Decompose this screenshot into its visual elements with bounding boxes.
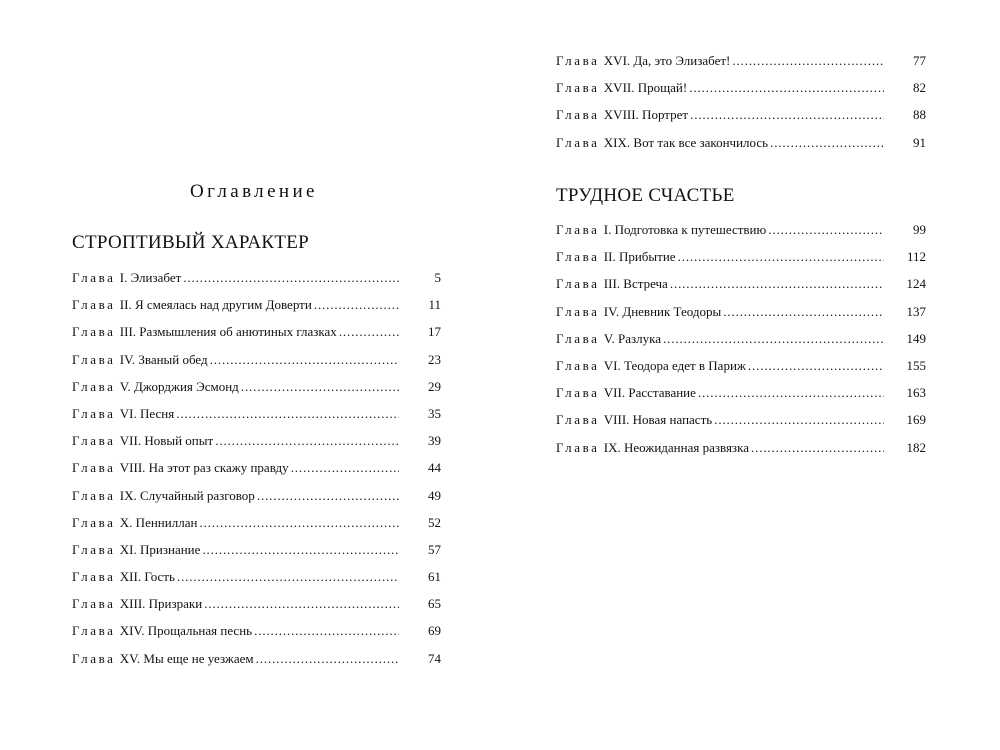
toc-entry bbox=[556, 406, 926, 433]
toc-entry-text bbox=[72, 482, 399, 509]
toc-entry-text bbox=[556, 298, 884, 325]
page-number: 52 bbox=[428, 514, 441, 530]
page-number: 29 bbox=[428, 378, 441, 394]
chapter-title: VII. Новый опыт bbox=[119, 433, 214, 449]
chapter-word: Глава bbox=[556, 80, 600, 96]
chapter-title: IV. Дневник Теодоры bbox=[603, 303, 722, 319]
toc-entry-text bbox=[556, 216, 884, 243]
chapter-word: Глава bbox=[556, 134, 600, 150]
chapter-word: Глава bbox=[556, 357, 600, 373]
toc-entry bbox=[556, 434, 926, 461]
toc-heading: Оглавление bbox=[190, 181, 318, 202]
toc-entry bbox=[556, 216, 926, 243]
toc-entry bbox=[556, 298, 926, 325]
page-number: 91 bbox=[913, 134, 926, 150]
toc-entry bbox=[72, 427, 441, 454]
chapter-word: Глава bbox=[72, 270, 116, 285]
chapter-title: II. Прибытие bbox=[603, 249, 676, 265]
chapter-word: Глава bbox=[72, 541, 116, 557]
toc-entry-text bbox=[72, 454, 399, 481]
toc-entry bbox=[72, 645, 441, 672]
toc-entry-text bbox=[556, 379, 884, 406]
toc-list-part-two bbox=[556, 216, 926, 461]
toc-entry bbox=[72, 373, 441, 400]
toc-entry-text bbox=[72, 291, 399, 318]
page-number: 61 bbox=[428, 569, 441, 585]
page-number: 57 bbox=[428, 541, 441, 557]
chapter-title: XIX. Вот так все закончилось bbox=[603, 134, 769, 150]
chapter-title: II. Я смеялась над другим Доверти bbox=[119, 297, 312, 313]
chapter-title: IV. Званый обед bbox=[119, 351, 208, 367]
toc-entry-text bbox=[72, 617, 399, 644]
toc-entry bbox=[556, 270, 926, 297]
chapter-title: XVII. Прощай! bbox=[603, 80, 688, 96]
page-number: 137 bbox=[906, 303, 926, 319]
chapter-word: Глава bbox=[72, 514, 116, 530]
chapter-word: Глава bbox=[72, 405, 116, 421]
page-number: 77 bbox=[913, 53, 926, 68]
page-number: 39 bbox=[428, 433, 441, 449]
chapter-word: Глава bbox=[556, 330, 600, 346]
chapter-word: Глава bbox=[556, 107, 600, 123]
toc-entry bbox=[556, 129, 926, 156]
page-number: 149 bbox=[906, 330, 926, 346]
toc-entry bbox=[556, 101, 926, 128]
chapter-word: Глава bbox=[72, 569, 116, 585]
chapter-title: XVIII. Портрет bbox=[603, 107, 689, 123]
chapter-word: Глава bbox=[556, 276, 600, 292]
toc-entry-text bbox=[556, 406, 884, 433]
section-title-stroptivyy-kharakter: СТРОПТИВЫЙ ХАРАКТЕР bbox=[72, 232, 310, 253]
chapter-word: Глава bbox=[556, 303, 600, 319]
chapter-title: V. Разлука bbox=[603, 330, 662, 346]
toc-entry bbox=[556, 74, 926, 101]
chapter-title: V. Джорджия Эсмонд bbox=[119, 378, 239, 394]
toc-entry-text bbox=[556, 101, 884, 128]
chapter-word: Глава bbox=[556, 249, 600, 265]
page-number: 49 bbox=[428, 487, 441, 503]
chapter-word: Глава bbox=[72, 378, 116, 394]
right-page bbox=[500, 0, 1000, 750]
page-number: 5 bbox=[434, 270, 441, 285]
toc-entry-text bbox=[72, 318, 399, 345]
toc-entry-text bbox=[72, 563, 399, 590]
toc-entry bbox=[72, 291, 441, 318]
chapter-title: VI. Песня bbox=[119, 405, 175, 421]
chapter-title: VIII. На этот раз скажу правду bbox=[119, 460, 289, 476]
page-number: 23 bbox=[428, 351, 441, 367]
toc-entry-text bbox=[556, 243, 884, 270]
toc-entry-text bbox=[72, 427, 399, 454]
toc-entry bbox=[72, 454, 441, 481]
chapter-title: I. Подготовка к путешествию bbox=[603, 222, 767, 237]
toc-entry-text bbox=[72, 536, 399, 563]
chapter-word: Глава bbox=[72, 351, 116, 367]
toc-entry-text bbox=[72, 346, 399, 373]
toc-entry-text bbox=[556, 74, 884, 101]
chapter-word: Глава bbox=[556, 385, 600, 401]
page-number: 169 bbox=[906, 412, 926, 428]
page-number: 82 bbox=[913, 80, 926, 96]
toc-entry bbox=[556, 243, 926, 270]
chapter-title: VII. Расставание bbox=[603, 385, 696, 401]
chapter-title: XII. Гость bbox=[119, 569, 175, 585]
chapter-title: XV. Мы еще не уезжаем bbox=[119, 650, 254, 666]
toc-entry bbox=[72, 264, 441, 291]
chapter-word: Глава bbox=[72, 650, 116, 666]
toc-entry-text bbox=[556, 129, 884, 156]
toc-entry bbox=[556, 352, 926, 379]
toc-entry bbox=[72, 400, 441, 427]
toc-entry-text bbox=[72, 509, 399, 536]
page-number: 163 bbox=[906, 385, 926, 401]
toc-entry bbox=[556, 47, 926, 74]
toc-entry bbox=[72, 617, 441, 644]
chapter-word: Глава bbox=[556, 222, 600, 237]
toc-entry-text bbox=[556, 434, 884, 461]
toc-entry-text bbox=[556, 352, 884, 379]
page-number: 17 bbox=[428, 324, 441, 340]
toc-entry bbox=[72, 563, 441, 590]
chapter-word: Глава bbox=[72, 433, 116, 449]
toc-entry-text bbox=[72, 590, 399, 617]
page-number: 35 bbox=[428, 405, 441, 421]
toc-entry bbox=[556, 379, 926, 406]
toc-entry-text bbox=[556, 47, 884, 74]
chapter-title: XIII. Призраки bbox=[119, 596, 203, 612]
page-number: 99 bbox=[913, 222, 926, 237]
page-number: 69 bbox=[428, 623, 441, 639]
toc-list-part-one bbox=[72, 264, 441, 672]
toc-entry bbox=[72, 346, 441, 373]
chapter-title: III. Встреча bbox=[603, 276, 668, 292]
chapter-title: I. Элизабет bbox=[119, 270, 182, 285]
toc-entry bbox=[72, 509, 441, 536]
chapter-title: XVI. Да, это Элизабет! bbox=[603, 53, 731, 68]
page-number: 44 bbox=[428, 460, 441, 476]
toc-entry-text bbox=[72, 264, 399, 291]
chapter-title: XIV. Прощальная песнь bbox=[119, 623, 253, 639]
page-number: 74 bbox=[428, 650, 441, 666]
chapter-word: Глава bbox=[72, 460, 116, 476]
page-number: 155 bbox=[906, 357, 926, 373]
toc-entry-text bbox=[72, 645, 399, 672]
chapter-word: Глава bbox=[556, 412, 600, 428]
toc-entry bbox=[72, 482, 441, 509]
page-number: 88 bbox=[913, 107, 926, 123]
chapter-title: VI. Теодора едет в Париж bbox=[603, 357, 746, 373]
page-number: 182 bbox=[906, 439, 926, 455]
chapter-word: Глава bbox=[72, 487, 116, 503]
chapter-title: VIII. Новая напасть bbox=[603, 412, 713, 428]
page-number: 112 bbox=[906, 249, 926, 265]
toc-entry-text bbox=[556, 270, 884, 297]
chapter-title: IX. Неожиданная развязка bbox=[603, 439, 749, 455]
chapter-title: IX. Случайный разговор bbox=[119, 487, 255, 503]
page-number: 11 bbox=[428, 297, 441, 313]
toc-entry bbox=[72, 536, 441, 563]
chapter-word: Глава bbox=[72, 324, 116, 340]
section-title-trudnoe-schaste: ТРУДНОЕ СЧАСТЬЕ bbox=[556, 185, 735, 206]
toc-entry-text bbox=[72, 400, 399, 427]
toc-entry bbox=[72, 590, 441, 617]
chapter-title: XI. Признание bbox=[119, 541, 201, 557]
page-number: 124 bbox=[906, 276, 926, 292]
chapter-word: Глава bbox=[72, 623, 116, 639]
chapter-word: Глава bbox=[556, 53, 600, 68]
toc-entry bbox=[556, 325, 926, 352]
chapter-title: III. Размышления об анютиных глазках bbox=[119, 324, 337, 340]
chapter-word: Глава bbox=[72, 297, 116, 313]
toc-entry-text bbox=[72, 373, 399, 400]
toc-entry bbox=[72, 318, 441, 345]
chapter-title: X. Пенниллан bbox=[119, 514, 198, 530]
toc-entry-text bbox=[556, 325, 884, 352]
toc-list-part-one-continued bbox=[556, 47, 926, 156]
page-number: 65 bbox=[428, 596, 441, 612]
chapter-word: Глава bbox=[556, 439, 600, 455]
chapter-word: Глава bbox=[72, 596, 116, 612]
